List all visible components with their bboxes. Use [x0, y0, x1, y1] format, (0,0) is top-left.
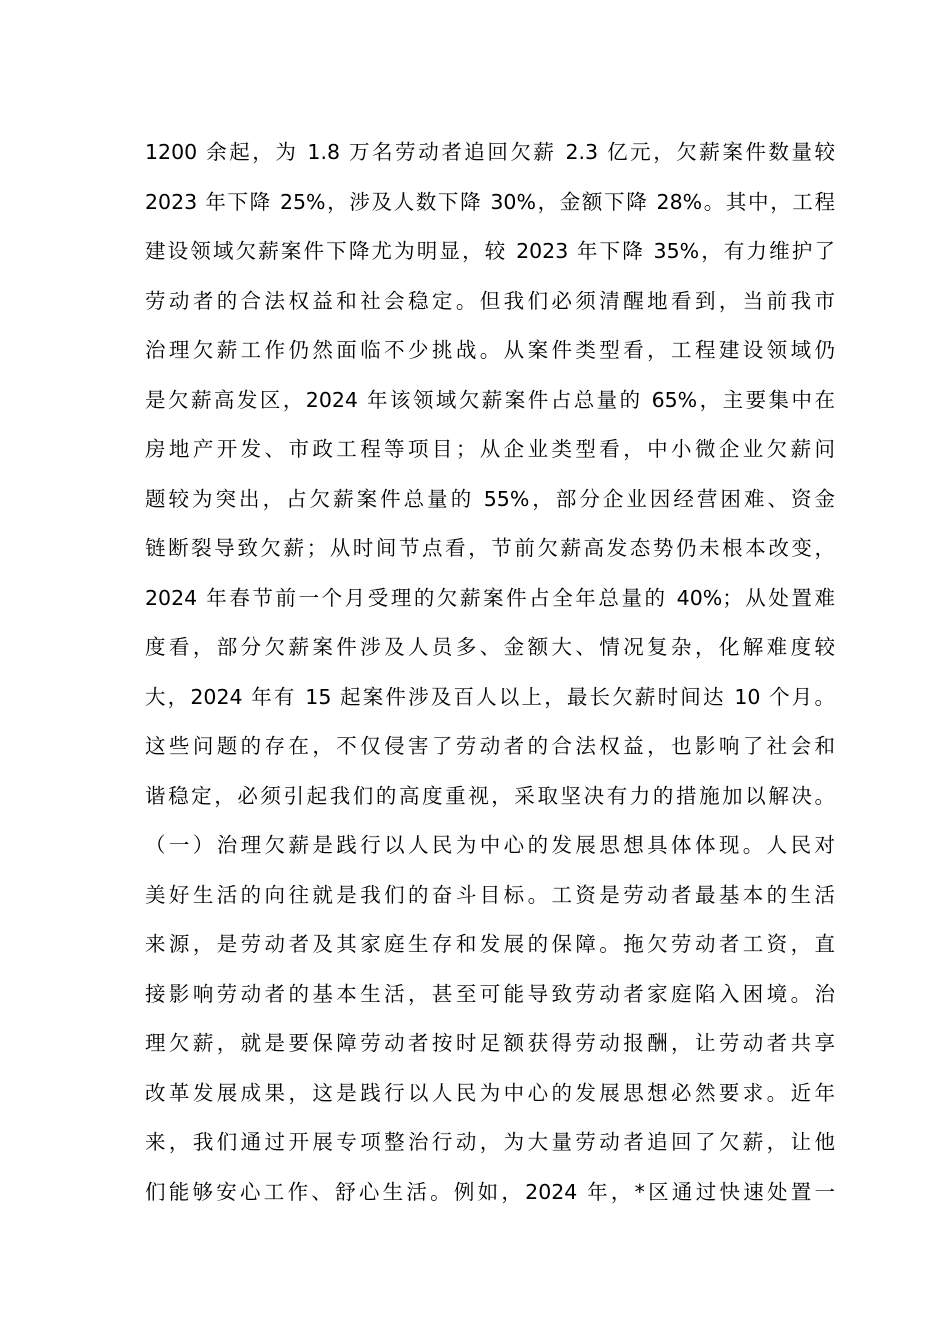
text-line: 2024 年春节前一个月受理的欠薪案件占全年总量的 40%；从处置难: [145, 585, 835, 610]
text-line: 1200 余起，为 1.8 万名劳动者追回欠薪 2.3 亿元，欠薪案件数量较: [145, 140, 835, 164]
text-line: 接影响劳动者的基本生活，甚至可能导致劳动者家庭陷入困境。治: [145, 981, 835, 1006]
text-line: 是欠薪高发区，2024 年该领域欠薪案件占总量的 65%，主要集中在: [145, 387, 835, 412]
text-line: 这些问题的存在，不仅侵害了劳动者的合法权益，也影响了社会和: [145, 734, 835, 758]
text-line: 谐稳定，必须引起我们的高度重视，采取坚决有力的措施加以解决。: [145, 783, 835, 808]
text-line: 劳动者的合法权益和社会稳定。但我们必须清醒地看到，当前我市: [145, 288, 835, 313]
text-line: 大，2024 年有 15 起案件涉及百人以上，最长欠薪时间达 10 个月。: [145, 684, 835, 709]
body-text: [145, 128, 835, 1217]
text-line: 题较为突出，占欠薪案件总量的 55%，部分企业因经营困难、资金: [145, 486, 835, 511]
text-line: 来，我们通过开展专项整治行动，为大量劳动者追回了欠薪，让他: [145, 1130, 835, 1154]
text-line: 改革发展成果，这是践行以人民为中心的发展思想必然要求。近年: [145, 1080, 835, 1105]
text-line: 度看，部分欠薪案件涉及人员多、金额大、情况复杂，化解难度较: [145, 635, 835, 659]
text-line: 来源，是劳动者及其家庭生存和发展的保障。拖欠劳动者工资，直: [145, 932, 835, 956]
text-line: 建设领域欠薪案件下降尤为明显，较 2023 年下降 35%，有力维护了: [145, 239, 835, 263]
text-line: 美好生活的向往就是我们的奋斗目标。工资是劳动者最基本的生活: [145, 882, 835, 907]
text-line: 房地产开发、市政工程等项目；从企业类型看，中小微企业欠薪问: [145, 437, 835, 461]
text-line: 理欠薪，就是要保障劳动者按时足额获得劳动报酬，让劳动者共享: [145, 1031, 835, 1055]
text-line: 2023 年下降 25%，涉及人数下降 30%，金额下降 28%。其中，工程: [145, 189, 835, 214]
text-line: 治理欠薪工作仍然面临不少挑战。从案件类型看，工程建设领域仍: [145, 338, 835, 362]
text-line: （一）治理欠薪是践行以人民为中心的发展思想具体体现。人民对: [145, 833, 835, 857]
text-line: 们能够安心工作、舒心生活。例如，2024 年，*区通过快速处置一: [145, 1179, 835, 1204]
text-line: 链断裂导致欠薪；从时间节点看，节前欠薪高发态势仍未根本改变，: [145, 536, 835, 560]
